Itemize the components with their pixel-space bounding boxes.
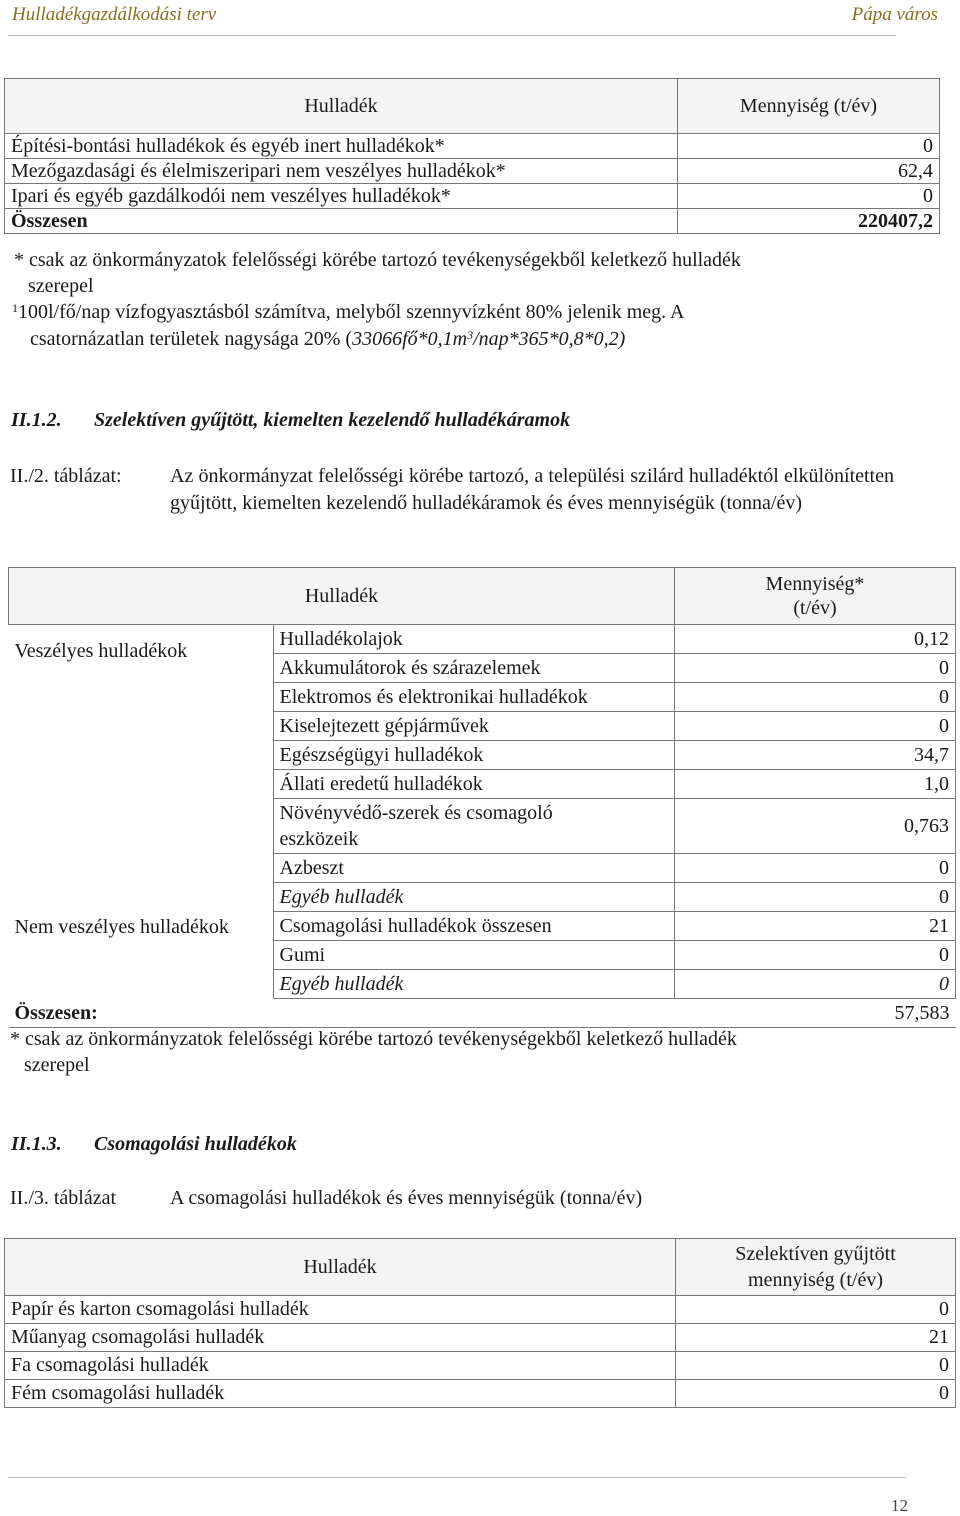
table-row: [5, 184, 940, 209]
waste-quantity: 0: [675, 941, 956, 970]
header-line: Szelektíven gyűjtött: [735, 1243, 896, 1265]
waste-name: Egyéb hulladék: [273, 883, 675, 912]
waste-name: Fém csomagolási hulladék: [5, 1380, 676, 1408]
waste-name: Egyéb hulladék: [273, 970, 675, 999]
waste-name: Hulladékolajok: [273, 625, 675, 654]
waste-quantity: 0: [678, 134, 940, 159]
section-number: II.1.2.: [11, 409, 62, 431]
footnote-line: * csak az önkormányzatok felelősségi körébe tartozó tevékenységekből keletkező hulladék: [14, 249, 741, 271]
packaging-waste-table: [4, 1238, 956, 1408]
waste-quantity: 0: [675, 683, 956, 712]
footnote-line: 100l/fő/nap vízfogyasztásból számítva, melyből szennyvízként 80% jelenik meg. A: [18, 301, 685, 323]
name-line: Növényvédő-szerek és csomagoló: [279, 802, 553, 824]
table-row: [5, 159, 940, 184]
table-row: [5, 1296, 956, 1324]
header-divider: [8, 35, 896, 36]
waste-name: Fa csomagolási hulladék: [5, 1352, 676, 1380]
caption-text: A csomagolási hulladékok és éves mennyiségük (tonna/év): [170, 1187, 643, 1209]
col-header-waste: Hulladék: [5, 79, 678, 134]
table-row: [5, 1352, 956, 1380]
footer-divider: [8, 1477, 906, 1478]
section-title: Szelektíven gyűjtött, kiemelten kezelendő hulladékáramok: [94, 409, 571, 431]
waste-quantity: 0: [675, 883, 956, 912]
formula: /nap*365*0,8*0,2): [473, 328, 626, 350]
waste-name: Építési-bontási hulladékok és egyéb inert hulladékok*: [5, 134, 678, 159]
total-label: Összesen:: [9, 999, 675, 1028]
waste-quantity: 0: [678, 184, 940, 209]
col-header-waste: Hulladék: [9, 568, 675, 625]
waste-quantity: 0: [675, 970, 956, 999]
category-label: Nem veszélyes hulladékok: [14, 915, 229, 938]
header-line: (t/év): [793, 597, 837, 619]
footnote-marker: 1: [12, 301, 18, 315]
table-row: [5, 1380, 956, 1408]
page-header: [8, 4, 940, 26]
category-hazardous: [9, 625, 274, 912]
waste-name: Kiselejtezett gépjárművek: [273, 712, 675, 741]
waste-name: Papír és karton csomagolási hulladék: [5, 1296, 676, 1324]
header-line: mennyiség (t/év): [748, 1269, 883, 1291]
name-line: eszközeik: [279, 828, 359, 850]
total-label: Összesen: [5, 209, 678, 234]
total-quantity: 220407,2: [678, 209, 940, 234]
footnote-line: szerepel: [28, 275, 94, 297]
header-city: Pápa város: [851, 4, 938, 25]
waste-name: Mezőgazdasági és élelmiszeripari nem veszélyes hulladékok*: [5, 159, 678, 184]
waste-name: Akkumulátorok és szárazelemek: [273, 654, 675, 683]
waste-quantity: 0: [676, 1296, 956, 1324]
table-header-row: [5, 1239, 956, 1296]
col-header-quantity: [676, 1239, 956, 1296]
footnote-line: szerepel: [24, 1054, 90, 1076]
table1-footnote: [14, 247, 894, 299]
col-header-quantity: [675, 568, 956, 625]
waste-quantity: 0,12: [675, 625, 956, 654]
table-row: [9, 625, 956, 654]
waste-name: Azbeszt: [273, 854, 675, 883]
waste-quantity: 34,7: [675, 741, 956, 770]
footnote-line: * csak az önkormányzatok felelősségi körébe tartozó tevékenységekből keletkező hulladék: [10, 1028, 737, 1050]
waste-quantity: 0: [676, 1352, 956, 1380]
category-nonhazardous: [9, 912, 274, 999]
section-title: Csomagolási hulladékok: [94, 1133, 297, 1155]
waste-summary-table: [4, 78, 940, 234]
table2-footnote: [10, 1026, 890, 1078]
footnote-line: csatornázatlan területek nagysága 20% (: [30, 328, 353, 350]
caption-label: II./2. táblázat:: [10, 465, 122, 487]
waste-name: [273, 799, 675, 854]
waste-quantity: 62,4: [678, 159, 940, 184]
caption-label: II./3. táblázat: [10, 1187, 117, 1209]
category-label: Veszélyes hulladékok: [14, 639, 188, 662]
selective-waste-table: [8, 567, 956, 1028]
waste-quantity: 0,763: [675, 799, 956, 854]
page-number: 12: [891, 1496, 908, 1515]
header-title: Hulladékgazdálkodási terv: [12, 4, 217, 25]
waste-quantity: 0: [675, 854, 956, 883]
waste-name: Csomagolási hulladékok összesen: [273, 912, 675, 941]
wastewater-footnote: [12, 299, 892, 353]
waste-quantity: 21: [675, 912, 956, 941]
section-number: II.1.3.: [11, 1133, 62, 1155]
superscript: 3: [467, 328, 474, 342]
table-row: [9, 912, 956, 941]
total-row: [5, 209, 940, 234]
waste-quantity: 0: [675, 712, 956, 741]
table-row: [5, 134, 940, 159]
table-row: [5, 1324, 956, 1352]
header-line: Mennyiség*: [765, 573, 865, 595]
waste-name: Elektromos és elektronikai hulladékok: [273, 683, 675, 712]
total-row: [9, 999, 956, 1028]
waste-name: Gumi: [273, 941, 675, 970]
waste-name: Állati eredetű hulladékok: [273, 770, 675, 799]
caption-text: Az önkormányzat felelősségi körébe tartozó, a települési szilárd hulladéktól elkülönítetten gyűjtött, kiemelten kezelendő hulladékáramok és éves mennyiségük (tonna/év): [170, 465, 894, 514]
total-quantity: 57,583: [675, 999, 956, 1028]
waste-quantity: 21: [676, 1324, 956, 1352]
waste-quantity: 1,0: [675, 770, 956, 799]
waste-name: Egészségügyi hulladékok: [273, 741, 675, 770]
waste-quantity: 0: [676, 1380, 956, 1408]
col-header-quantity: Mennyiség (t/év): [678, 79, 940, 134]
col-header-waste: Hulladék: [5, 1239, 676, 1296]
table-header-row: [5, 79, 940, 134]
waste-name: Ipari és egyéb gazdálkodói nem veszélyes hulladékok*: [5, 184, 678, 209]
table-header-row: [9, 568, 956, 625]
waste-quantity: 0: [675, 654, 956, 683]
formula: 33066fő*0,1m: [352, 328, 468, 350]
waste-name: Műanyag csomagolási hulladék: [5, 1324, 676, 1352]
